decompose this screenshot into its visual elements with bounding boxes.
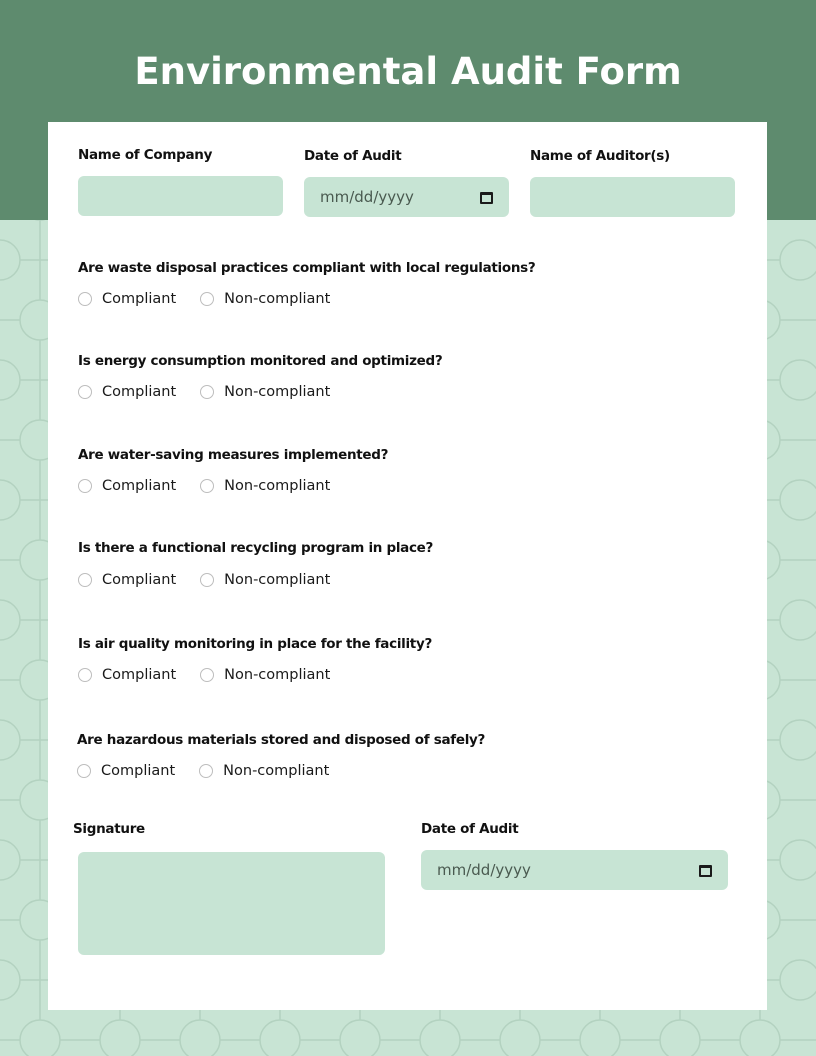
radio-icon[interactable] [78, 479, 92, 493]
radio-icon[interactable] [200, 479, 214, 493]
option-compliant[interactable] [78, 384, 176, 400]
calendar-icon[interactable] [699, 863, 712, 877]
option-label: Non-compliant [224, 384, 331, 400]
option-non-compliant[interactable] [200, 572, 330, 588]
radio-icon[interactable] [77, 764, 91, 778]
option-compliant[interactable] [77, 763, 175, 779]
date-placeholder: mm/dd/yyyy [320, 188, 414, 206]
question-text: Is energy consumption monitored and optimized? [78, 353, 443, 369]
date-placeholder: mm/dd/yyyy [437, 861, 531, 879]
option-label: Non-compliant [224, 478, 331, 494]
option-label: Non-compliant [224, 572, 331, 588]
question-text: Are hazardous materials stored and disposed of safely? [77, 732, 486, 748]
radio-icon[interactable] [200, 573, 214, 587]
option-label: Compliant [102, 478, 177, 494]
option-non-compliant[interactable] [200, 667, 330, 683]
auditors-input[interactable] [530, 177, 735, 217]
page-title: Environmental Audit Form [134, 50, 682, 93]
question-text: Are water-saving measures implemented? [78, 447, 389, 463]
date-of-audit-input[interactable] [304, 177, 509, 217]
radio-icon[interactable] [78, 385, 92, 399]
radio-icon[interactable] [200, 668, 214, 682]
radio-icon[interactable] [200, 292, 214, 306]
option-label: Non-compliant [224, 291, 331, 307]
option-label: Non-compliant [223, 763, 330, 779]
option-compliant[interactable] [78, 291, 176, 307]
option-label: Compliant [101, 763, 176, 779]
option-label: Compliant [102, 291, 177, 307]
signature-label: Signature [73, 821, 145, 837]
option-compliant[interactable] [78, 667, 176, 683]
option-label: Compliant [102, 384, 177, 400]
form-card [48, 122, 767, 1010]
option-non-compliant[interactable] [200, 291, 330, 307]
option-non-compliant[interactable] [200, 478, 330, 494]
calendar-icon[interactable] [480, 190, 493, 204]
option-label: Compliant [102, 667, 177, 683]
option-compliant[interactable] [78, 572, 176, 588]
question-text: Is air quality monitoring in place for the facility? [78, 636, 432, 652]
radio-icon[interactable] [78, 668, 92, 682]
question-text: Are waste disposal practices compliant with local regulations? [78, 260, 536, 276]
auditors-label: Name of Auditor(s) [530, 148, 670, 164]
question-text: Is there a functional recycling program in place? [78, 540, 434, 556]
bottom-date-input[interactable] [421, 850, 728, 890]
option-label: Compliant [102, 572, 177, 588]
radio-icon[interactable] [200, 385, 214, 399]
option-non-compliant[interactable] [199, 763, 329, 779]
bottom-date-label: Date of Audit [421, 821, 519, 837]
date-of-audit-label: Date of Audit [304, 148, 402, 164]
option-non-compliant[interactable] [200, 384, 330, 400]
radio-icon[interactable] [78, 573, 92, 587]
company-label: Name of Company [78, 147, 213, 163]
signature-input[interactable] [78, 852, 385, 955]
company-input[interactable] [78, 176, 283, 216]
radio-icon[interactable] [199, 764, 213, 778]
radio-icon[interactable] [78, 292, 92, 306]
option-label: Non-compliant [224, 667, 331, 683]
option-compliant[interactable] [78, 478, 176, 494]
